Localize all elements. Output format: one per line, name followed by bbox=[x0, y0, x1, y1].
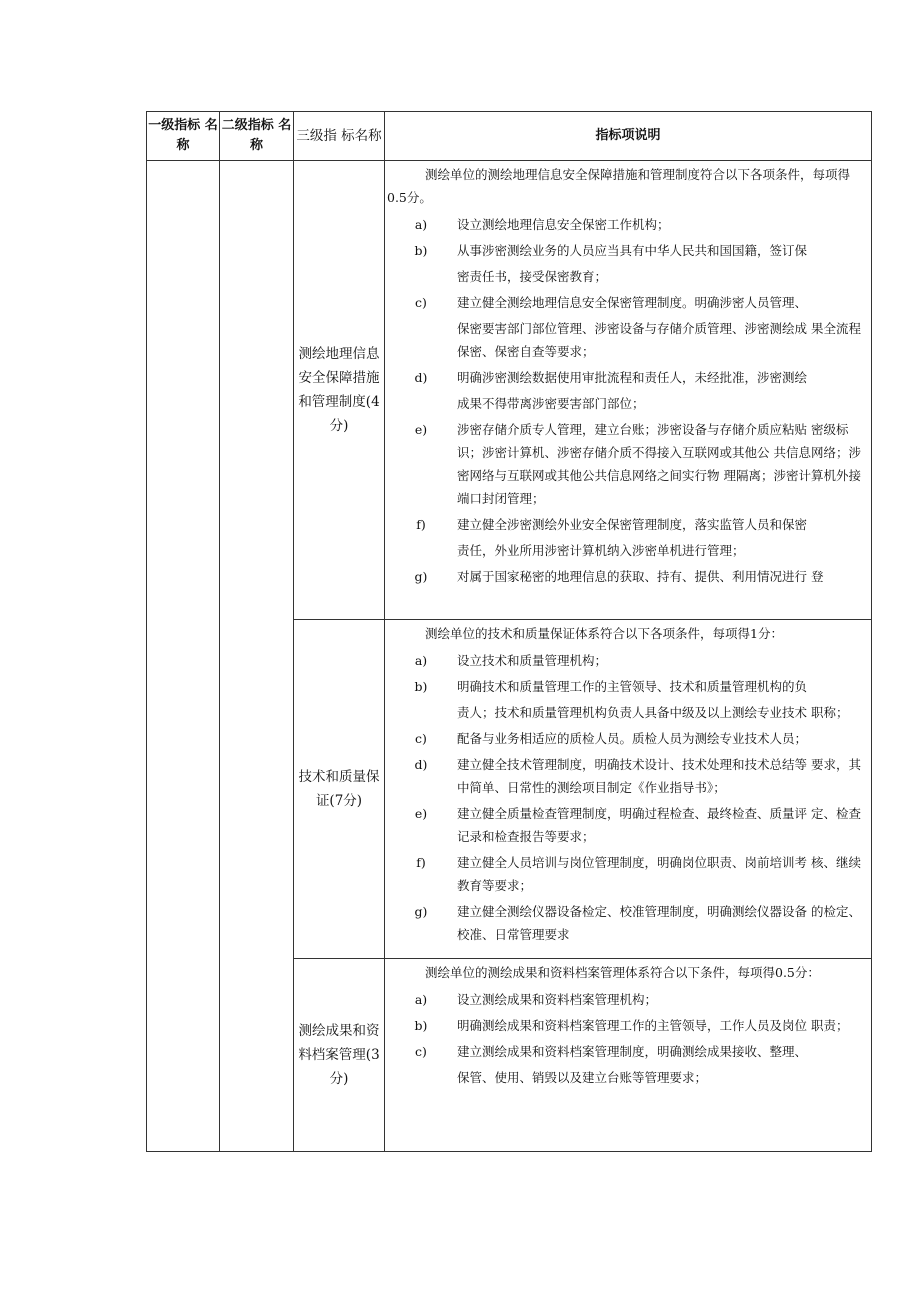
item-text: 配备与业务相适应的质检人员。质检人员为测绘专业技术人员； bbox=[457, 731, 808, 746]
item-label: e) bbox=[414, 422, 428, 437]
item-label: a) bbox=[414, 217, 428, 232]
item-text: 建立健全测绘地理信息安全保密管理制度。明确涉密人员管理、 bbox=[457, 295, 808, 310]
list-item bbox=[385, 675, 871, 698]
item-text: 建立健全技术管理制度，明确技术设计、技术处理和技术总结等 要求，其中简单、日常性的测绘项目制定《作业指导书》； bbox=[457, 757, 861, 795]
item-text: 建立健全人员培训与岗位管理制度，明确岗位职责、岗前培训考 核、继续教育等要求； bbox=[457, 855, 861, 893]
list-item bbox=[385, 900, 871, 946]
list-item bbox=[385, 649, 871, 672]
item-label: f) bbox=[416, 855, 426, 870]
list-item bbox=[385, 291, 871, 314]
header-level3: 三级指 标名称 bbox=[294, 112, 385, 161]
item-label: a) bbox=[414, 653, 428, 668]
item-text: 从事涉密测绘业务的人员应当具有中华人民共和国国籍，签订保 bbox=[457, 243, 808, 258]
item-label: f) bbox=[416, 517, 426, 532]
header-description: 指标项说明 bbox=[385, 112, 872, 161]
item-label: b) bbox=[414, 243, 428, 258]
list-item bbox=[385, 988, 871, 1011]
item-label: a) bbox=[414, 992, 428, 1007]
item-text: 建立健全涉密测绘外业安全保密管理制度，落实监管人员和保密 bbox=[457, 517, 808, 532]
item-text: 涉密存储介质专人管理，建立台账；涉密设备与存储介质应粘贴 密级标识；涉密计算机、涉密存储介质不得接入互联网或其他公 共信息网络；涉密网络与互联网或其他公共信息网络之间实行物 理隔离；涉密计算机外接端口封闭管理； bbox=[457, 422, 861, 506]
level3-name: 测绘成果和资料档案管理(3分) bbox=[294, 959, 385, 1152]
indicator-table bbox=[146, 111, 872, 1152]
list-item bbox=[385, 802, 871, 848]
item-continuation: 保管、使用、销毁以及建立台账等管理要求； bbox=[457, 1070, 708, 1085]
list-item bbox=[385, 851, 871, 897]
item-text: 明确涉密测绘数据使用审批流程和责任人，未经批准，涉密测绘 bbox=[457, 370, 808, 385]
list-item bbox=[385, 213, 871, 236]
level2-cell bbox=[220, 161, 294, 1152]
list-item bbox=[385, 513, 871, 536]
item-text: 设立技术和质量管理机构； bbox=[457, 653, 608, 668]
item-label: g) bbox=[414, 904, 428, 919]
list-item bbox=[385, 366, 871, 389]
list-item bbox=[385, 565, 871, 588]
list-item bbox=[385, 727, 871, 750]
item-text: 建立健全质量检查管理制度，明确过程检查、最终检查、质量评 定、检查记录和检查报告等要求； bbox=[457, 806, 861, 844]
item-continuation: 密责任书，接受保密教育； bbox=[457, 269, 608, 284]
description-block bbox=[385, 959, 871, 1151]
item-text: 建立健全测绘仪器设备检定、校准管理制度，明确测绘仪器设备 的检定、校准、日常管理要求 bbox=[457, 904, 861, 942]
item-text: 明确测绘成果和资料档案管理工作的主管领导，工作人员及岗位 职责； bbox=[457, 1018, 849, 1033]
item-label: d) bbox=[414, 370, 428, 385]
item-text: 设立测绘地理信息安全保密工作机构； bbox=[457, 217, 670, 232]
item-label: d) bbox=[414, 757, 428, 772]
header-level2: 二级指标 名称 bbox=[220, 112, 294, 161]
description-cell bbox=[385, 959, 872, 1152]
item-label: g) bbox=[414, 569, 428, 584]
item-text: 对属于国家秘密的地理信息的获取、持有、提供、利用情况进行 登 bbox=[457, 569, 824, 584]
list-item bbox=[385, 1040, 871, 1063]
item-label: b) bbox=[414, 1018, 428, 1033]
item-continuation: 责任，外业所用涉密计算机纳入涉密单机进行管理； bbox=[457, 543, 745, 558]
level3-name: 测绘地理信息安全保障措施和管理制度(4分) bbox=[294, 161, 385, 620]
description-cell bbox=[385, 161, 872, 620]
description-cell bbox=[385, 620, 872, 959]
description-intro: 测绘单位的测绘成果和资料档案管理体系符合以下条件，每项得0.5分： bbox=[425, 965, 820, 980]
list-item bbox=[385, 418, 871, 510]
description-intro: 测绘单位的测绘地理信息安全保障措施和管理制度符合以下各项条件，每项得0.5分。 bbox=[387, 167, 851, 205]
table-header-row bbox=[147, 112, 872, 161]
list-item bbox=[385, 753, 871, 799]
list-item bbox=[385, 1014, 871, 1037]
item-label: c) bbox=[415, 731, 427, 746]
item-continuation: 成果不得带离涉密要害部门部位； bbox=[457, 396, 645, 411]
item-text: 设立测绘成果和资料档案管理机构； bbox=[457, 992, 658, 1007]
level3-name: 技术和质量保证(7分) bbox=[294, 620, 385, 959]
item-label: e) bbox=[414, 806, 428, 821]
header-level1: 一级指标 名称 bbox=[147, 112, 220, 161]
item-continuation: 责人；技术和质量管理机构负责人具备中级及以上测绘专业技术 职称； bbox=[457, 705, 849, 720]
item-label: b) bbox=[414, 679, 428, 694]
item-text: 建立测绘成果和资料档案管理制度，明确测绘成果接收、整理、 bbox=[457, 1044, 808, 1059]
description-intro: 测绘单位的技术和质量保证体系符合以下各项条件，每项得1分： bbox=[425, 626, 783, 641]
item-text: 明确技术和质量管理工作的主管领导、技术和质量管理机构的负 bbox=[457, 679, 808, 694]
description-block bbox=[385, 161, 871, 619]
table-row bbox=[147, 161, 872, 620]
item-continuation: 保密要害部门部位管理、涉密设备与存储介质管理、涉密测绘成 果全流程保密、保密自查等要求； bbox=[457, 321, 861, 359]
item-label: c) bbox=[415, 295, 427, 310]
item-label: c) bbox=[415, 1044, 427, 1059]
description-block bbox=[385, 620, 871, 958]
list-item bbox=[385, 239, 871, 262]
level1-cell bbox=[147, 161, 220, 1152]
